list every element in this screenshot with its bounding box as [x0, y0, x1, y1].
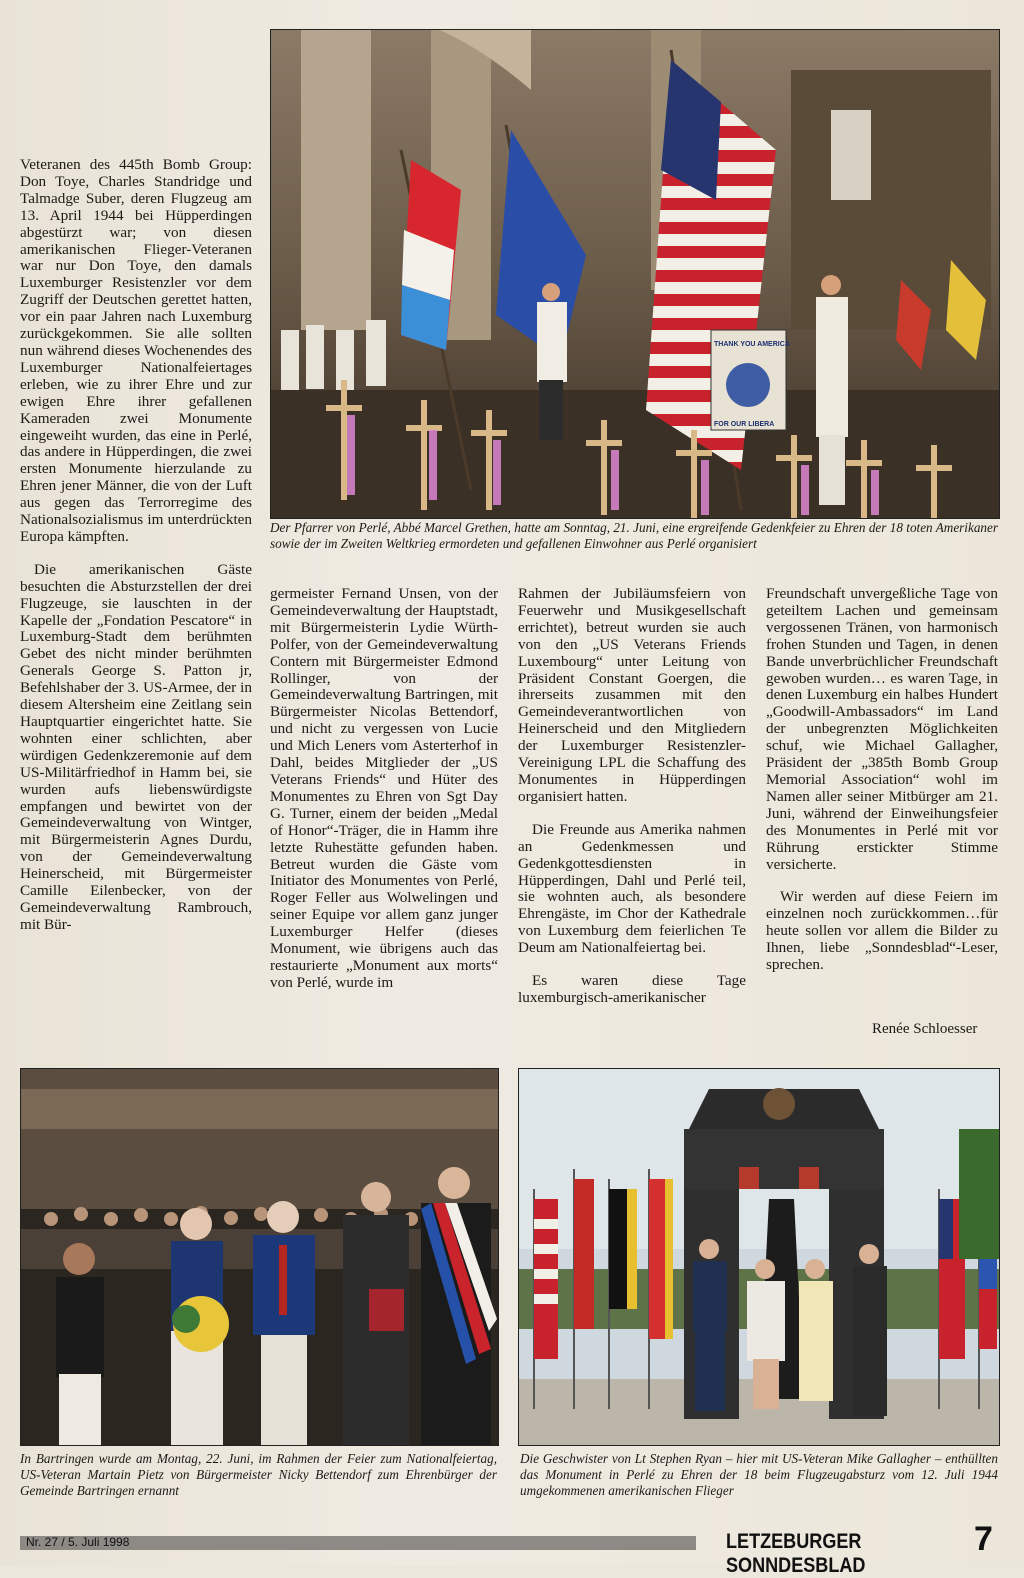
article-column-4	[766, 586, 998, 990]
article-paragraph: Die amerikanischen Gäste besuchten die Absturzstellen der drei Flugzeuge, sie lauschten in der Kapelle der „Fondation Pescatore“ in Luxemburg-Stadt dem berühmten Gebet des nicht minder berühmten Generals George S. Patton jr, Befehlshaber der 3. US-Armee, der in diesem Altersheim eine Zeitlang sein Hauptquartier eingerichtet hatte. Sie wohnten einer schlichten, aber würdigen Gedenkzeremonie auf dem US-Militärfriedhof in Hamm bei, sie wurden aufs liebenswürdigste empfangen und bewirtet von der Gemeindeverwaltung von Wintger, mit Bürgermeisterin Agnes Durdu, von der Gemeindeverwaltung Heinerscheid, mit Bürgermeister Camille Eilenbecker, von der Gemeindeverwaltung Rambrouch, mit Bür-	[20, 560, 252, 933]
article-column-1	[20, 157, 252, 950]
photo-church-ceremony	[270, 29, 1000, 519]
issue-number: Nr. 27 / 5. Juli 1998	[26, 1535, 130, 1549]
page-number: 7	[974, 1520, 993, 1558]
article-column-2	[270, 586, 498, 1008]
photo-caption-monument: Die Geschwister von Lt Stephen Ryan – hier mit US-Veteran Mike Gallagher – enthüllten das Monument in Perlé zu Ehren der 18 beim Flugzeugabsturz vom 12. Juli 1944 umgekommenen amerikanischen Flieger	[520, 1451, 998, 1498]
article-paragraph: Wir werden auf diese Feiern im einzelnen noch zurückkommen…für heute sollen vor allem die Bilder zu Ihnen, liebe „Sonndesblad“-Leser, sprechen.	[766, 888, 998, 974]
article-paragraph: Die Freunde aus Amerika nahmen an Gedenkmessen und Gedenkgottesdiensten in Hüpperdingen, Dahl und Perlé teil, sie wohnten auch, als besondere Ehrengäste, im Chor der Kathedrale von Luxemburg dem feierlichen Te Deum am Nationalfeiertag bei.	[518, 820, 746, 957]
article-paragraph: germeister Fernand Unsen, von der Gemeindeverwaltung der Hauptstadt, mit Bürgermeisterin Lydie Würth-Polfer, von der Gemeindeverwaltung Contern mit Bürgermeister Edmond Rollinger, von der Gemeindeverwaltung Bartringen, mit Bürgermeister Nicolas Bettendorf, und nicht zu vergessen von Lucie und Mich Leners vom Asterterhof in Dahl, beides Mitglieder der „US Veterans Friends“ und Hüter des Monumentes zu Ehren von Sgt Day G. Turner, einem der beiden „Medal of Honor“-Träger, die in Hamm ihre letzte Ruhestätte gefunden haben. Betreut wurden die Gäste vom Initiator des Monumentes von Perlé, Roger Feller aus Wolwelingen und seiner Equipe vor allem ganz junger Luxemburger Helfer (dieses Monument, wie übrigens auch das restaurierte „Monument aux morts“ von Perlé, wurde im	[270, 585, 498, 991]
photo-caption-top: Der Pfarrer von Perlé, Abbé Marcel Grethen, hatte am Sonntag, 21. Juni, eine ergreifende Gedenkfeier zu Ehren der 18 toten Amerikaner sowie der im Zweiten Weltkrieg ermordeten und gefallenen Einwohner aus Perlé organisiert	[270, 520, 998, 551]
monument-perle-image	[519, 1069, 999, 1445]
banner-text-2: FOR OUR LIBERA	[714, 421, 775, 428]
banner-text: THANK YOU AMERICA	[714, 341, 790, 348]
photo-bartringen	[20, 1068, 499, 1446]
newspaper-name: LETZEBURGER SONNDESBLAD	[726, 1530, 866, 1577]
article-paragraph: Rahmen der Jubiläumsfeiern von Feuerwehr und Musikgesellschaft errichtet), betreut wurden sie auch von den „US Veterans Friends Luxembourg“ unter Leitung von Präsident Constant Goergen, die ihrerseits zusammen mit den Gemeindeverantwortlichen von Heinerscheid und den Mitgliedern der Luxemburger Resistenzler-Vereinigung LPL die Schaffung des Monumentes in Hüpperdingen organisiert hatten.	[518, 585, 746, 805]
article-author: Renée Schloesser	[872, 1021, 978, 1037]
bartringen-image	[21, 1069, 498, 1445]
article-paragraph: Freundschaft unvergeßliche Tage von geteiltem Lachen und gemeinsam vergossenen Tränen, von harmonisch frohen Stunden und Tagen, in denen Bande unverbrüchlicher Freundschaft gewoben wurden… es waren Tage, in denen Luxemburg ein halbes Hundert „Goodwill-Ambassadors“ im Land der unbegrenzten Möglichkeiten schuf, wie Michael Gallagher, Präsident der „385th Bomb Group Memorial Association“ wohl im Namen aller seiner Mitbürger am 21. Juni, während der Einweihungsfeier des Monumentes in Perlé mit vor Rührung erstickter Stimme versicherte.	[766, 585, 998, 873]
church-ceremony-image	[271, 30, 999, 518]
article-paragraph: Veteranen des 445th Bomb Group: Don Toye, Charles Standridge und Talmadge Suber, deren Flugzeug am 13. April 1944 bei Hüpperdingen abgestürzt war; von diesen amerikanischen Flieger-Veteranen war nur Don Toye, den damals Luxemburger Resistenzler vor dem Zugriff der Deutschen gerettet hatten, vor ein paar Jahren nach Luxemburg zurückgekommen. Sie alle sollten nun während dieses Wochenendes des Luxemburger Nationalfeiertages erleben, wie zu ihrer Ehre und zur ewigen Ehre ihrer gefallenen Kameraden zwei Monumente eingeweiht wurden, das eine in Perlé, das andere in Hüpperdingen, die zwei ersten Monumente hierzulande zu Ehren jener Männer, die von der Luft aus gegen das Terrorregime des Nationalsozialismus im unterdrückten Europa kämpften.	[20, 156, 252, 545]
photo-monument-perle	[518, 1068, 1000, 1446]
photo-caption-bartringen: In Bartringen wurde am Montag, 22. Juni, im Rahmen der Feier zum Nationalfeiertag, US-Veteran Martain Pietz von Bürgermeister Nicky Bettendorf zum Ehrenbürger der Gemeinde Bartringen ernannt	[20, 1451, 497, 1498]
article-column-3	[518, 586, 746, 1023]
article-paragraph: Es waren diese Tage luxemburgisch-amerikanischer	[518, 972, 746, 1006]
